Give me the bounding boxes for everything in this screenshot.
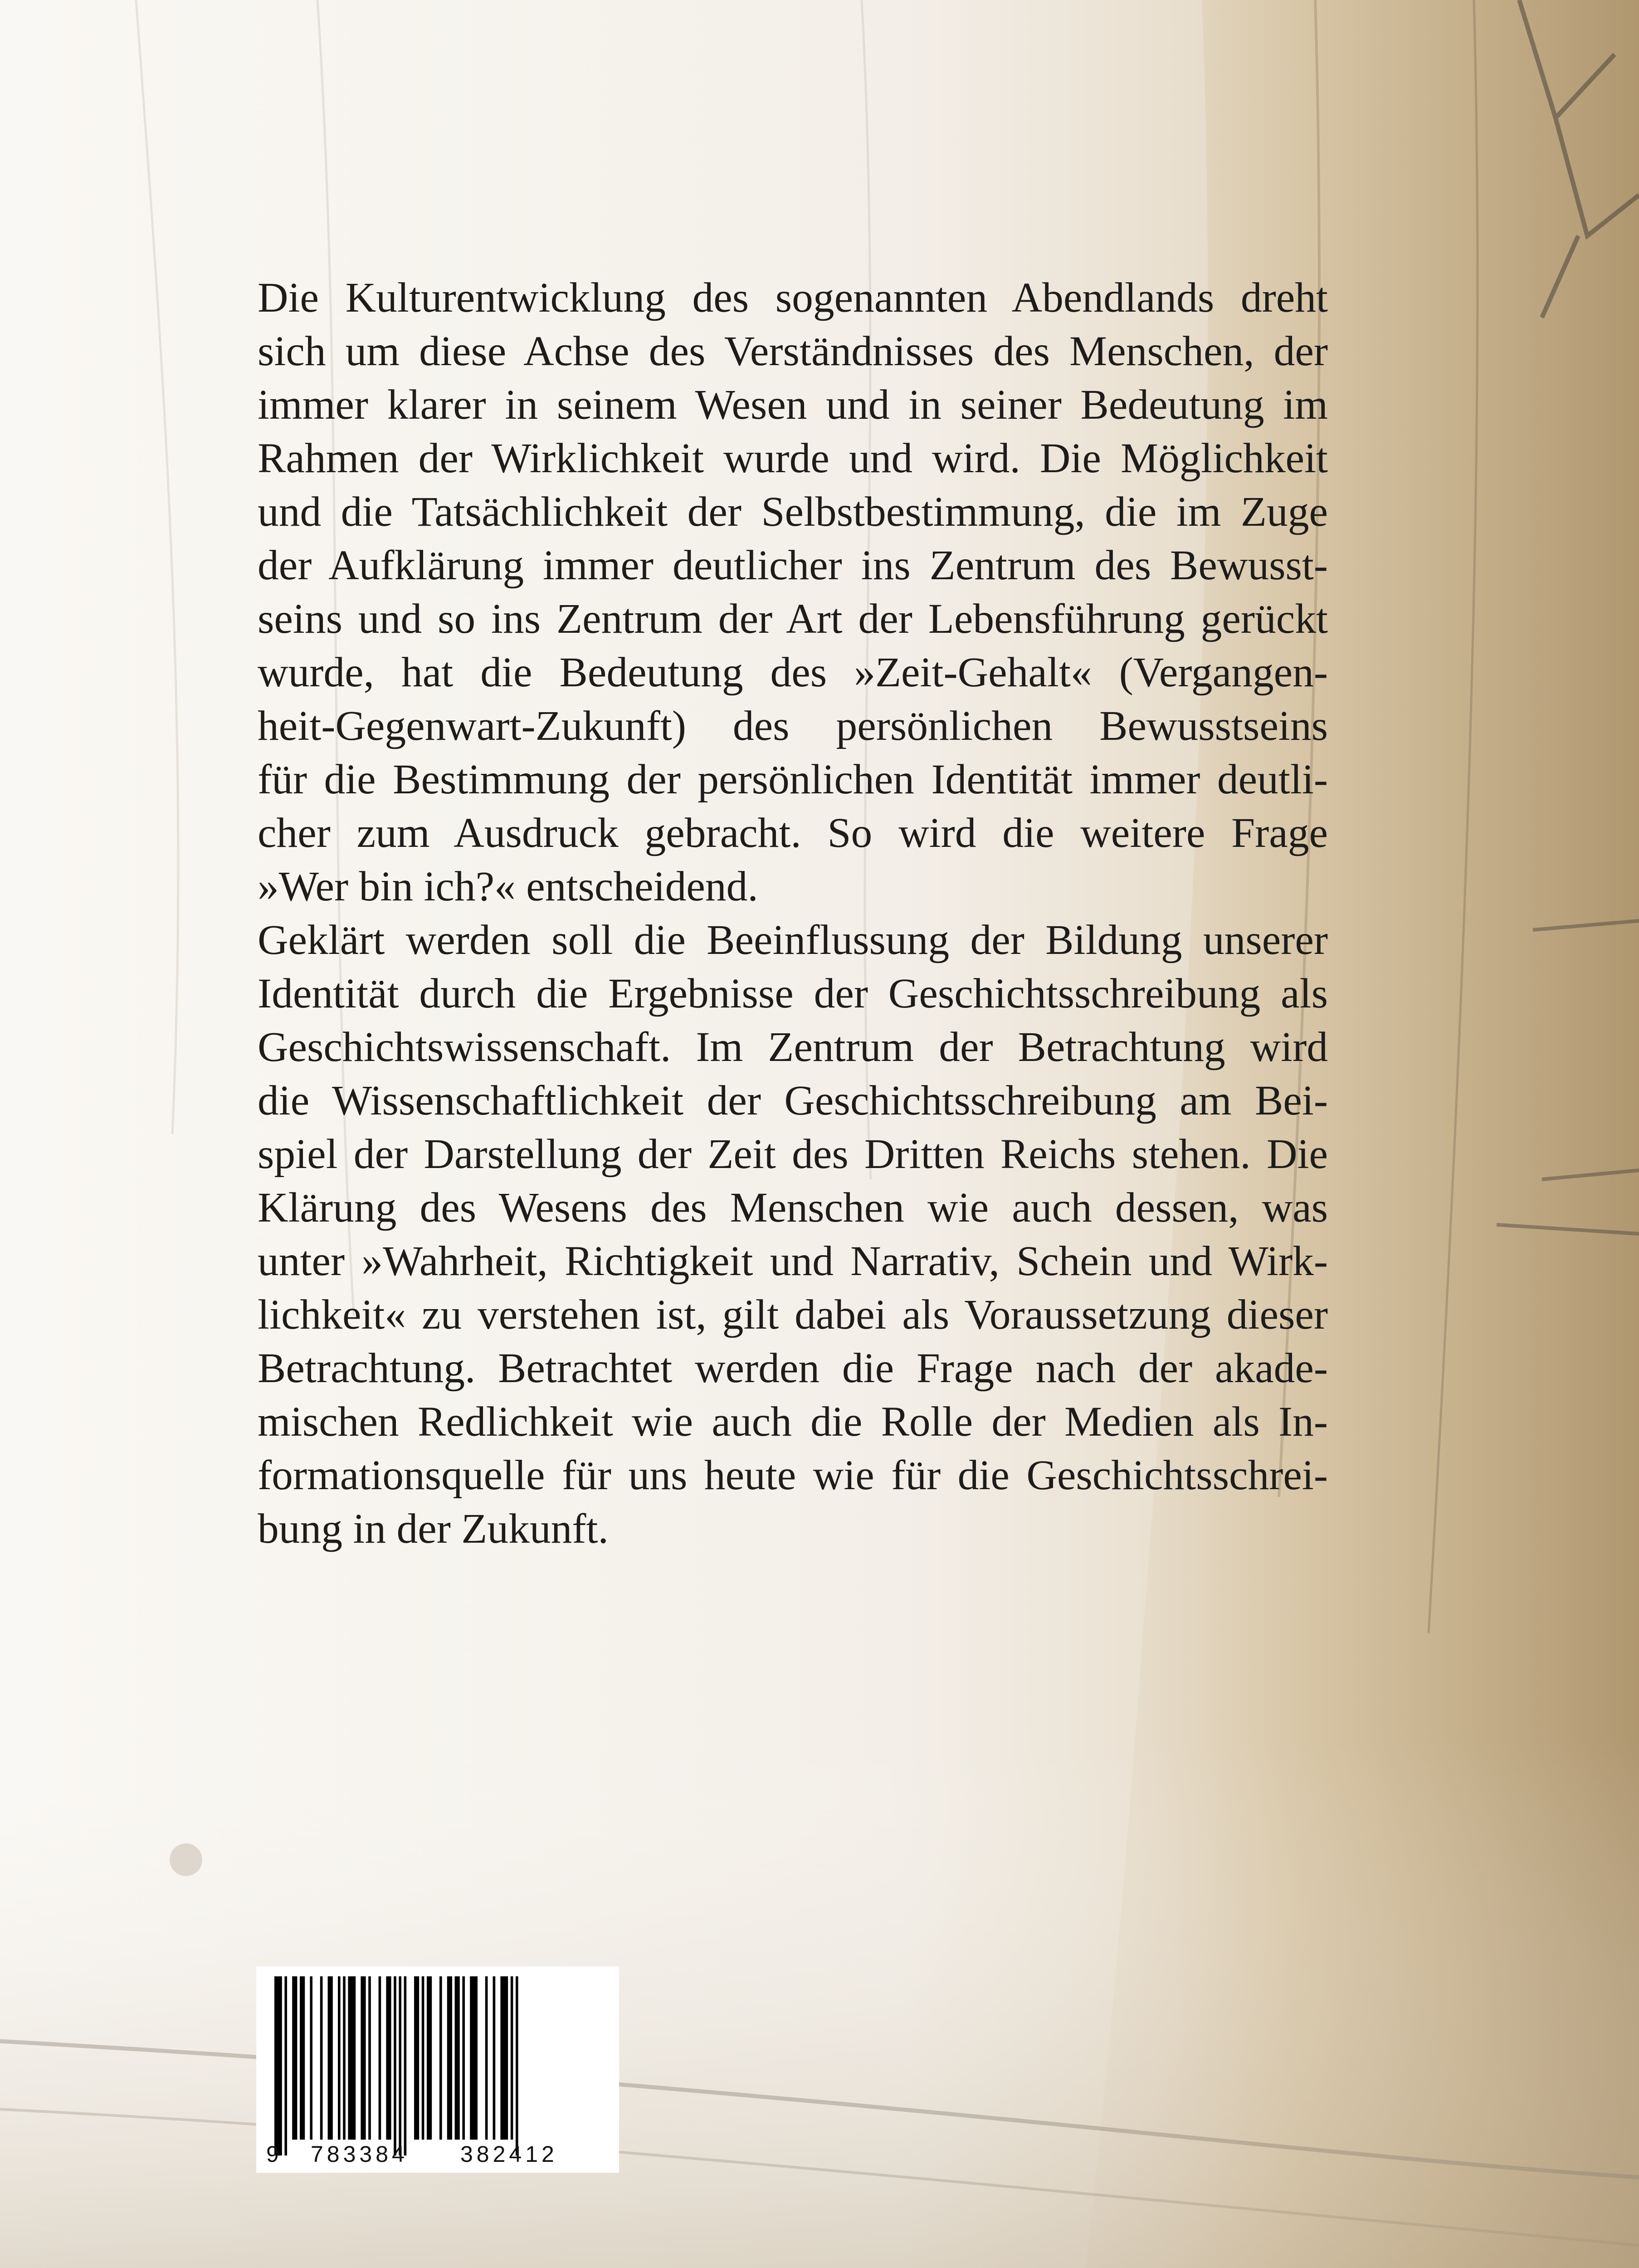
barcode-bar [485, 1976, 488, 2140]
barcode-bar [427, 1976, 432, 2140]
barcode-bar [439, 1976, 442, 2140]
blurb-line: Identität durch die Ergebnisse der Geschichtsschreibung als [258, 970, 1328, 1017]
isbn-barcode [256, 1966, 619, 2173]
barcode-bar [470, 1976, 478, 2140]
blurb-line: heit-Gegenwart-Zukunft) des persönlichen Bewusstseins [258, 703, 1328, 749]
blurb-line: Die Kulturentwicklung des sogenannten Abendlands dreht [258, 274, 1328, 321]
barcode-bar [462, 1976, 465, 2140]
barcode-digits-left: 783384 [311, 2141, 408, 2167]
blurb-line: Geschichtswissenschaft. Im Zentrum der Betrachtung wird [258, 1024, 1328, 1070]
blurb-line: Klärung des Wesens des Menschen wie auch dessen, was [258, 1184, 1328, 1231]
barcode-digits [256, 2141, 619, 2168]
blurb-line: immer klarer in seinem Wesen und in seiner Bedeutung im [258, 381, 1328, 428]
barcode-bar [338, 1976, 341, 2140]
barcode-bar [292, 1976, 297, 2140]
blurb-line: Betrachtung. Betrachtet werden die Frage nach der akade- [258, 1345, 1328, 1392]
barcode-bar [386, 1976, 391, 2140]
barcode-bar [328, 1976, 333, 2140]
barcode-bar [404, 1976, 407, 2156]
barcode-bar [422, 1976, 424, 2140]
barcode-bar [447, 1976, 452, 2140]
blurb-line: für die Bestimmung der persönlichen Identität immer deutli- [258, 756, 1328, 803]
barcode-bar [300, 1976, 305, 2140]
blurb-line: lichkeit« zu verstehen ist, gilt dabei als Voraussetzung dieser [258, 1291, 1328, 1338]
blurb-line: sich um diese Achse des Verständnisses des Menschen, der [258, 328, 1328, 375]
barcode-bar [500, 1976, 508, 2140]
blurb-paragraph-1 [258, 271, 1328, 914]
barcode-bar [414, 1976, 419, 2140]
blurb-line: und die Tatsächlichkeit der Selbstbestimmung, die im Zuge [258, 489, 1328, 535]
blurb-line: der Aufklärung immer deutlicher ins Zentrum des Bewusst- [258, 542, 1328, 589]
blurb-line: seins und so ins Zentrum der Art der Lebensführung gerückt [258, 596, 1328, 642]
barcode-bar [394, 1976, 396, 2156]
barcode-digits-right: 382412 [460, 2141, 558, 2167]
barcode-digit-first: 9 [266, 2141, 279, 2167]
blurb-line: unter »Wahrheit, Richtigkeit und Narrativ, Schein und Wirk- [258, 1238, 1328, 1285]
barcode-bar [361, 1976, 366, 2140]
blurb-line: cher zum Ausdruck gebracht. So wird die weitere Frage [258, 810, 1328, 856]
blurb-line: mischen Redlichkeit wie auch die Rolle der Medien als In- [258, 1398, 1328, 1445]
barcode-bar [493, 1976, 496, 2140]
barcode-bar [455, 1976, 460, 2140]
barcode-bar [284, 1976, 287, 2156]
barcode-bar [348, 1976, 356, 2140]
blurb-line: Rahmen der Wirklichkeit wurde und wird. Die Möglichkeit [258, 435, 1328, 482]
blurb-line: formationsquelle für uns heute wie für die Geschichtsschrei- [258, 1452, 1328, 1499]
blurb-line: die Wissenschaftlichkeit der Geschichtsschreibung am Bei- [258, 1077, 1328, 1124]
barcode-bar [274, 1976, 282, 2156]
blurb-paragraph-2 [258, 914, 1328, 1556]
blurb-line: »Wer bin ich?« entscheidend. [258, 863, 758, 910]
barcode-bar [379, 1976, 381, 2140]
blurb-line: wurde, hat die Bedeutung des »Zeit-Gehalt« (Vergangen- [258, 649, 1328, 696]
barcode-bar [343, 1976, 346, 2140]
blurb-line: bung in der Zukunft. [258, 1505, 609, 1552]
back-cover-blurb [258, 271, 1328, 1556]
barcode-bar [368, 1976, 371, 2140]
barcode-bar [320, 1976, 323, 2140]
blurb-line: Geklärt werden soll die Beeinflussung der Bildung unserer [258, 917, 1328, 963]
blurb-line: spiel der Darstellung der Zeit des Dritten Reichs stehen. Die [258, 1131, 1328, 1178]
barcode-bar [310, 1976, 312, 2140]
barcode-bar [516, 1976, 518, 2156]
barcode-bar [399, 1976, 401, 2156]
barcode-bar [511, 1976, 513, 2140]
